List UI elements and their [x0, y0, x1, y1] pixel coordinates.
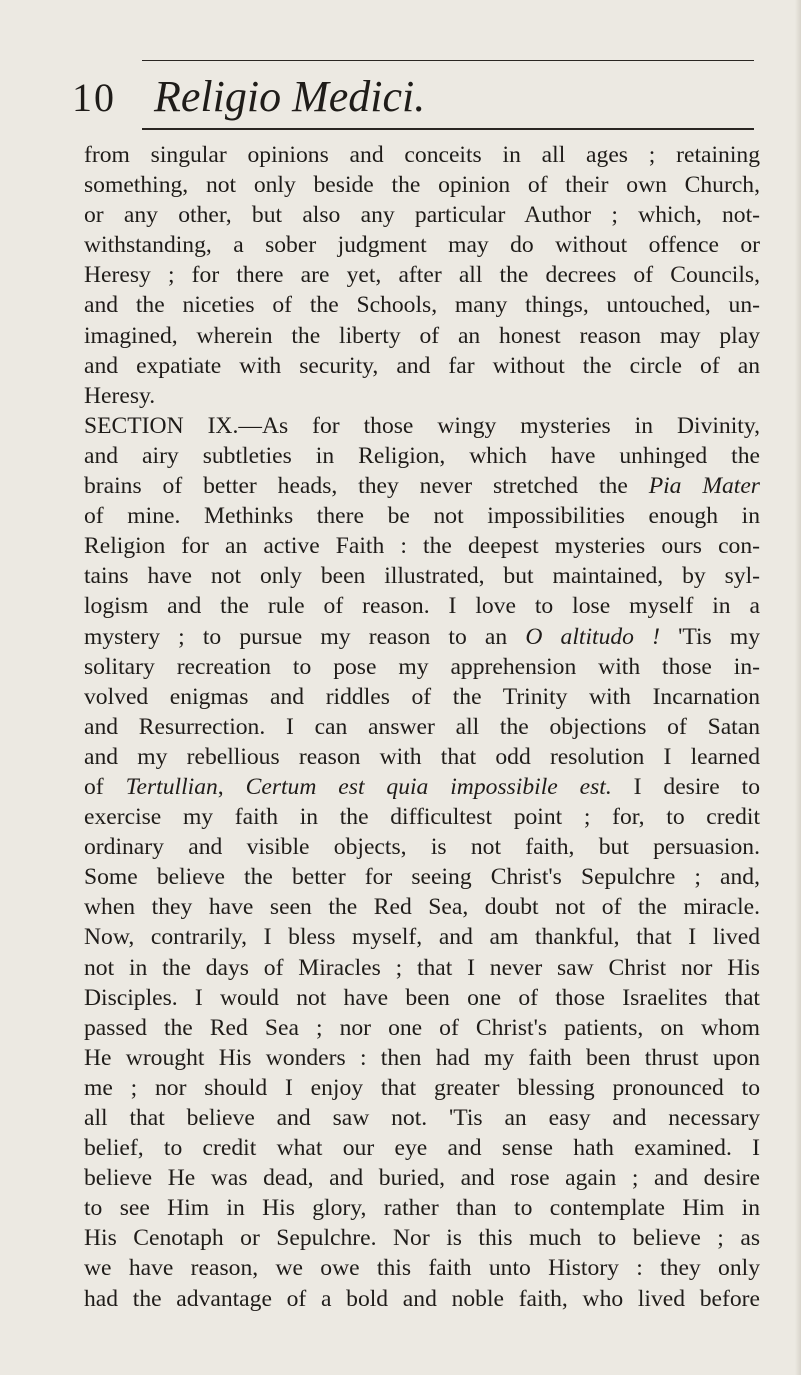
text-line: Now, contrarily, I bless myself, and am thankful, that I lived: [84, 924, 760, 951]
text-line: imagined, wherein the liberty of an honest reason may play: [84, 322, 760, 349]
text-line: from singular opinions and conceits in all ages ; retaining: [84, 142, 760, 168]
text-line: and the niceties of the Schools, many things, untouched, un-: [84, 292, 760, 319]
text-line: volved enigmas and riddles of the Trinity with Incarnation: [84, 683, 760, 710]
text-line: something, not only beside the opinion of their own Church,: [84, 172, 760, 199]
text-line-altitudo: [84, 622, 760, 652]
text-segment: ,: [217, 773, 246, 800]
page-number: 10: [72, 75, 116, 120]
text-line: believe He was dead, and buried, and rose again ; and desire: [84, 1165, 760, 1192]
running-title: Religio Medici.: [154, 72, 426, 121]
text-line: when they have seen the Red Sea, doubt not of the miracle.: [84, 894, 760, 921]
text-line: had the advantage of a bold and noble faith, who lived before: [84, 1285, 760, 1312]
italic-phrase: Tertullian: [125, 773, 218, 800]
text-line: Heresy.: [84, 382, 156, 409]
italic-phrase: O altitudo !: [525, 623, 660, 650]
text-segment: I desire to: [611, 773, 760, 800]
section-heading-line: SECTION IX.—As for those wingy mysteries in Divinity,: [84, 412, 760, 439]
text-segment: 'Tis my: [659, 623, 760, 650]
text-line: tains have not only been illustrated, but maintained, by syl-: [84, 563, 760, 590]
top-rule: [142, 60, 754, 61]
text-segment: brains of better heads, they never stretched the: [84, 473, 649, 500]
text-line: of mine. Methinks there be not impossibilities enough in: [84, 503, 760, 530]
text-line: and my rebellious reason with that odd resolution I learned: [84, 743, 760, 770]
text-line: belief, to credit what our eye and sense hath examined. I: [84, 1135, 760, 1162]
italic-phrase: Certum est quia impossibile est.: [245, 773, 612, 800]
page-edge: [795, 0, 801, 1375]
text-line: He wrought His wonders : then had my faith been thrust upon: [84, 1044, 760, 1071]
text-line: and airy subtleties in Religion, which have unhinged the: [84, 442, 760, 469]
text-line: Disciples. I would not have been one of those Israelites that: [84, 984, 760, 1011]
head-rule: [142, 128, 754, 130]
text-line: ordinary and visible objects, is not faith, but persuasion.: [84, 834, 760, 861]
text-line: exercise my faith in the difficultest point ; for, to credit: [84, 804, 760, 831]
text-line: logism and the rule of reason. I love to lose myself in a: [84, 593, 760, 620]
text-line: passed the Red Sea ; nor one of Christ's patients, on whom: [84, 1014, 760, 1041]
text-line: Heresy ; for there are yet, after all the decrees of Councils,: [84, 262, 760, 289]
text-line: and Resurrection. I can answer all the objections of Satan: [84, 713, 760, 740]
text-line: Some believe the better for seeing Christ's Sepulchre ; and,: [84, 864, 760, 891]
text-line: we have reason, we owe this faith unto History : they only: [84, 1255, 760, 1282]
running-head: [72, 74, 672, 126]
text-line: His Cenotaph or Sepulchre. Nor is this much to believe ; as: [84, 1225, 760, 1252]
text-line: to see Him in His glory, rather than to contemplate Him in: [84, 1195, 760, 1222]
text-line: all that believe and saw not. 'Tis an easy and necessary: [84, 1105, 760, 1131]
text-line: or any other, but also any particular Author ; which, not-: [84, 202, 760, 229]
body-text: [84, 140, 760, 1314]
text-line: me ; nor should I enjoy that greater blessing pronounced to: [84, 1074, 760, 1101]
text-line-tertullian: [84, 772, 760, 802]
text-line: and expatiate with security, and far without the circle of an: [84, 352, 760, 379]
text-segment: of: [84, 773, 126, 800]
text-segment: mystery ; to pursue my reason to an: [84, 623, 526, 650]
text-line: solitary recreation to pose my apprehension with those in-: [84, 653, 760, 680]
text-line-pia-mater: [84, 471, 760, 501]
text-line: Religion for an active Faith : the deepest mysteries ours con-: [84, 533, 760, 560]
italic-phrase: Pia Mater: [648, 473, 760, 500]
text-line: not in the days of Miracles ; that I never saw Christ nor His: [84, 954, 760, 981]
text-line: withstanding, a sober judgment may do without offence or: [84, 232, 760, 259]
